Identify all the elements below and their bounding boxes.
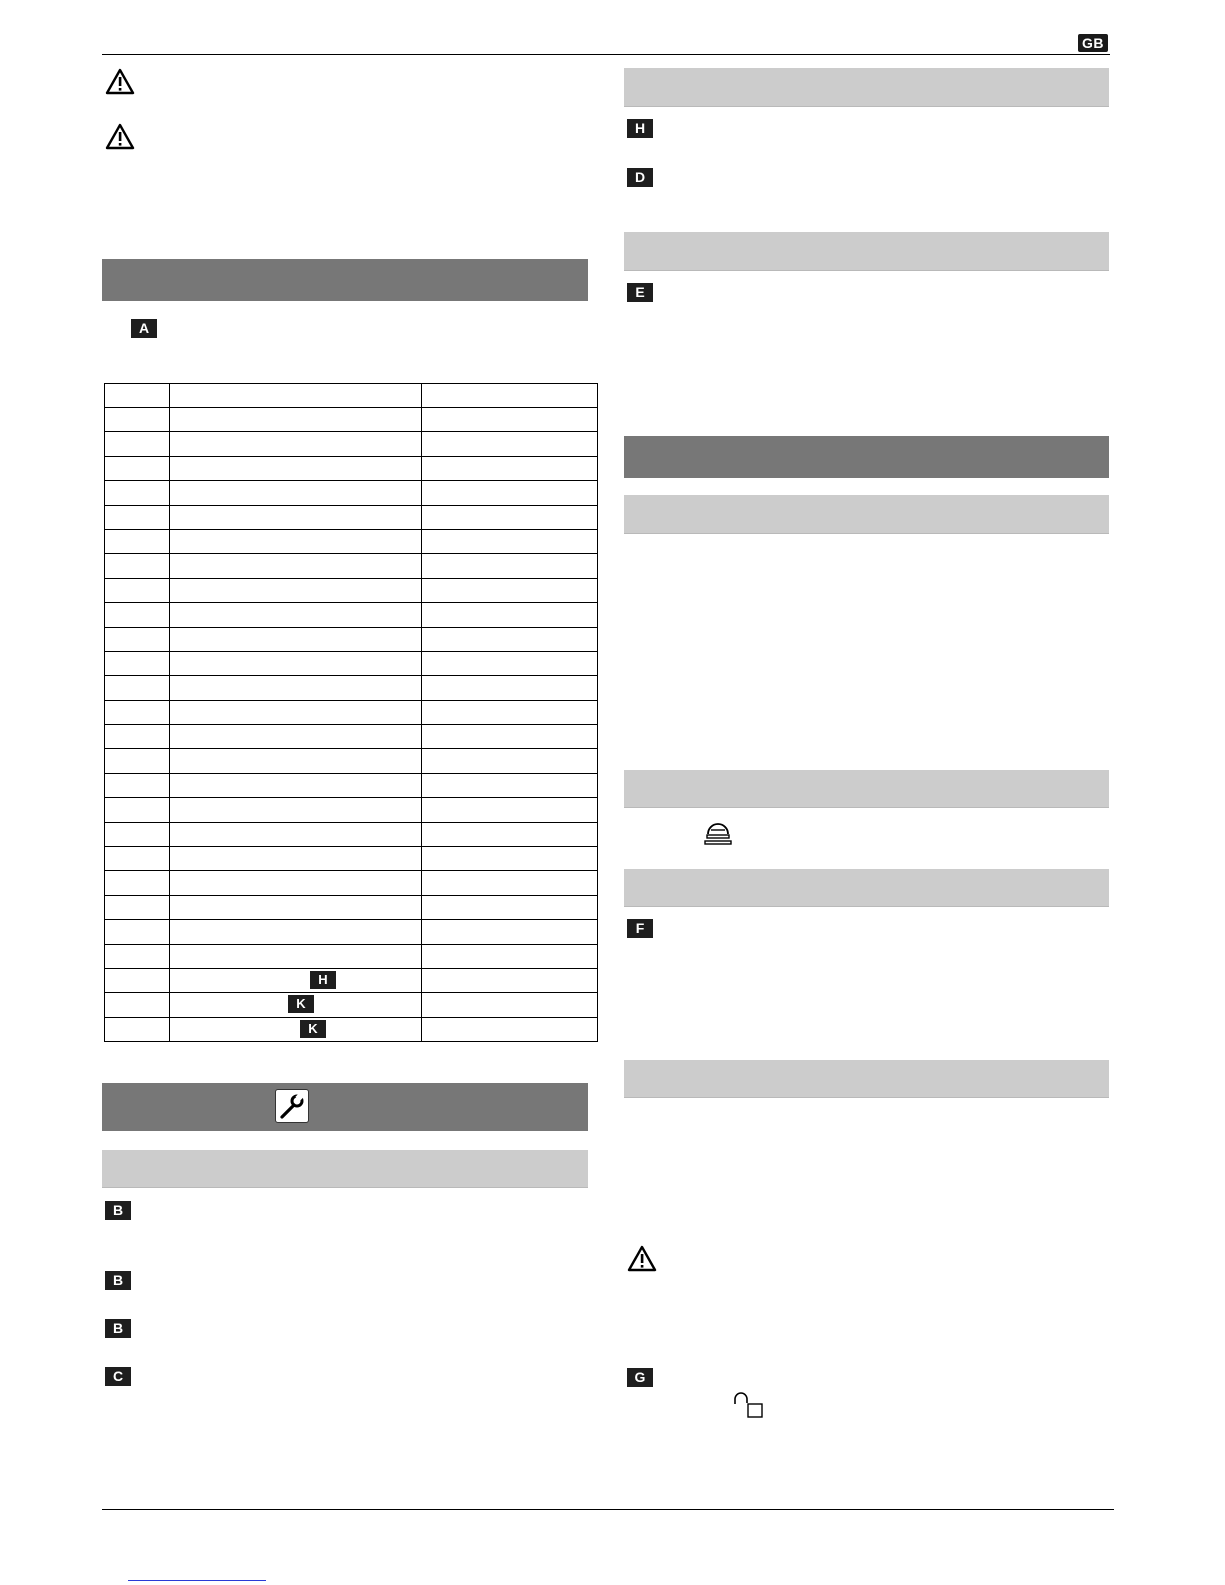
- part-value-cell: [422, 993, 598, 1017]
- diagram-ref-tag: B: [105, 1319, 131, 1338]
- part-value-cell: [422, 968, 598, 992]
- part-name-cell: [170, 1017, 422, 1041]
- part-value-cell: [422, 432, 598, 456]
- part-number-cell: [105, 408, 170, 432]
- part-name-cell: [170, 725, 422, 749]
- table-row: [105, 481, 598, 505]
- part-name-cell: [170, 408, 422, 432]
- part-number-cell: [105, 627, 170, 651]
- part-value-cell: [422, 773, 598, 797]
- part-number-cell: [105, 505, 170, 529]
- table-row: [105, 944, 598, 968]
- part-name-cell: [170, 847, 422, 871]
- part-number-cell: [105, 773, 170, 797]
- part-name-cell: [170, 481, 422, 505]
- part-name-cell: [170, 871, 422, 895]
- part-name-cell: [170, 432, 422, 456]
- part-number-cell: [105, 676, 170, 700]
- table-header-row: [105, 384, 598, 408]
- header-rule: [102, 54, 1110, 55]
- diagram-ref-tag: B: [105, 1201, 131, 1220]
- table-row: [105, 554, 598, 578]
- section-header-bar: [624, 436, 1109, 478]
- footer-link-underline[interactable]: [128, 1580, 266, 1581]
- table-header-cell: [105, 384, 170, 408]
- diagram-ref-tag: A: [131, 319, 157, 338]
- part-value-cell: [422, 920, 598, 944]
- diagram-ref-tag: C: [105, 1367, 131, 1386]
- part-name-cell: [170, 651, 422, 675]
- part-number-cell: [105, 578, 170, 602]
- table-row: [105, 871, 598, 895]
- subsection-header-bar: [102, 1150, 588, 1188]
- part-value-cell: [422, 725, 598, 749]
- wrench-icon: [275, 1089, 309, 1123]
- part-number-cell: [105, 1017, 170, 1041]
- part-number-cell: [105, 749, 170, 773]
- part-name-cell: [170, 822, 422, 846]
- table-row: [105, 627, 598, 651]
- warning-icon: [627, 1245, 657, 1273]
- part-value-cell: [422, 676, 598, 700]
- subsection-header-bar: [624, 770, 1109, 808]
- warning-icon: [105, 123, 135, 151]
- part-number-cell: [105, 481, 170, 505]
- part-value-cell: [422, 700, 598, 724]
- part-number-cell: [105, 895, 170, 919]
- diagram-ref-tag: H: [627, 119, 653, 138]
- table-row: [105, 749, 598, 773]
- part-value-cell: [422, 651, 598, 675]
- subsection-header-bar: [624, 232, 1109, 271]
- part-number-cell: [105, 603, 170, 627]
- table-header-cell: [422, 384, 598, 408]
- part-name-cell: [170, 749, 422, 773]
- unlock-icon: [731, 1390, 767, 1420]
- table-row: [105, 968, 598, 992]
- part-value-cell: [422, 408, 598, 432]
- table-row: [105, 895, 598, 919]
- blade-guard-icon: [700, 818, 736, 848]
- table-row: [105, 822, 598, 846]
- part-value-cell: [422, 1017, 598, 1041]
- part-number-cell: [105, 798, 170, 822]
- table-row: [105, 700, 598, 724]
- part-value-cell: [422, 481, 598, 505]
- part-number-cell: [105, 920, 170, 944]
- diagram-ref-tag: B: [105, 1271, 131, 1290]
- diagram-ref-tag: F: [627, 919, 653, 938]
- part-number-cell: [105, 944, 170, 968]
- table-row: [105, 456, 598, 480]
- section-header-bar: [102, 259, 588, 301]
- part-value-cell: [422, 554, 598, 578]
- subsection-header-bar: [624, 495, 1109, 534]
- table-row: [105, 603, 598, 627]
- part-number-cell: [105, 968, 170, 992]
- table-row: [105, 1017, 598, 1041]
- part-number-cell: [105, 822, 170, 846]
- table-row: [105, 505, 598, 529]
- part-name-cell: [170, 456, 422, 480]
- diagram-ref-tag: H: [310, 971, 336, 989]
- table-row: [105, 529, 598, 553]
- language-badge: GB: [1078, 34, 1108, 52]
- part-number-cell: [105, 725, 170, 749]
- part-value-cell: [422, 505, 598, 529]
- table-row: [105, 578, 598, 602]
- part-number-cell: [105, 993, 170, 1017]
- part-number-cell: [105, 651, 170, 675]
- part-number-cell: [105, 700, 170, 724]
- part-number-cell: [105, 529, 170, 553]
- table-row: [105, 773, 598, 797]
- part-value-cell: [422, 603, 598, 627]
- part-name-cell: [170, 505, 422, 529]
- diagram-ref-tag: D: [627, 168, 653, 187]
- part-value-cell: [422, 749, 598, 773]
- part-name-cell: [170, 578, 422, 602]
- part-name-cell: [170, 798, 422, 822]
- part-name-cell: [170, 554, 422, 578]
- part-value-cell: [422, 822, 598, 846]
- assembly-section-bar: [102, 1083, 588, 1131]
- part-name-cell: [170, 700, 422, 724]
- part-name-cell: [170, 773, 422, 797]
- part-name-cell: [170, 944, 422, 968]
- part-value-cell: [422, 847, 598, 871]
- part-number-cell: [105, 456, 170, 480]
- part-value-cell: [422, 871, 598, 895]
- part-value-cell: [422, 456, 598, 480]
- part-number-cell: [105, 847, 170, 871]
- subsection-header-bar: [624, 869, 1109, 907]
- table-row: [105, 432, 598, 456]
- table-row: [105, 408, 598, 432]
- part-value-cell: [422, 627, 598, 651]
- parts-table: [104, 383, 598, 1042]
- part-number-cell: [105, 871, 170, 895]
- part-name-cell: [170, 529, 422, 553]
- part-value-cell: [422, 578, 598, 602]
- diagram-ref-tag: K: [288, 995, 314, 1013]
- table-row: [105, 798, 598, 822]
- part-number-cell: [105, 432, 170, 456]
- part-name-cell: [170, 603, 422, 627]
- part-name-cell: [170, 627, 422, 651]
- part-number-cell: [105, 554, 170, 578]
- subsection-header-bar: [624, 68, 1109, 107]
- part-name-cell: [170, 993, 422, 1017]
- table-row: [105, 847, 598, 871]
- diagram-ref-tag: G: [627, 1368, 653, 1387]
- table-row: [105, 725, 598, 749]
- warning-icon: [105, 68, 135, 96]
- part-name-cell: [170, 895, 422, 919]
- diagram-ref-tag: K: [300, 1020, 326, 1038]
- part-value-cell: [422, 895, 598, 919]
- table-row: [105, 993, 598, 1017]
- table-row: [105, 651, 598, 675]
- part-value-cell: [422, 798, 598, 822]
- footer-rule: [102, 1509, 1114, 1510]
- part-name-cell: [170, 920, 422, 944]
- part-name-cell: [170, 968, 422, 992]
- diagram-ref-tag: E: [627, 283, 653, 302]
- part-value-cell: [422, 529, 598, 553]
- part-value-cell: [422, 944, 598, 968]
- subsection-header-bar: [624, 1060, 1109, 1098]
- part-name-cell: [170, 676, 422, 700]
- table-row: [105, 676, 598, 700]
- table-row: [105, 920, 598, 944]
- table-header-cell: [170, 384, 422, 408]
